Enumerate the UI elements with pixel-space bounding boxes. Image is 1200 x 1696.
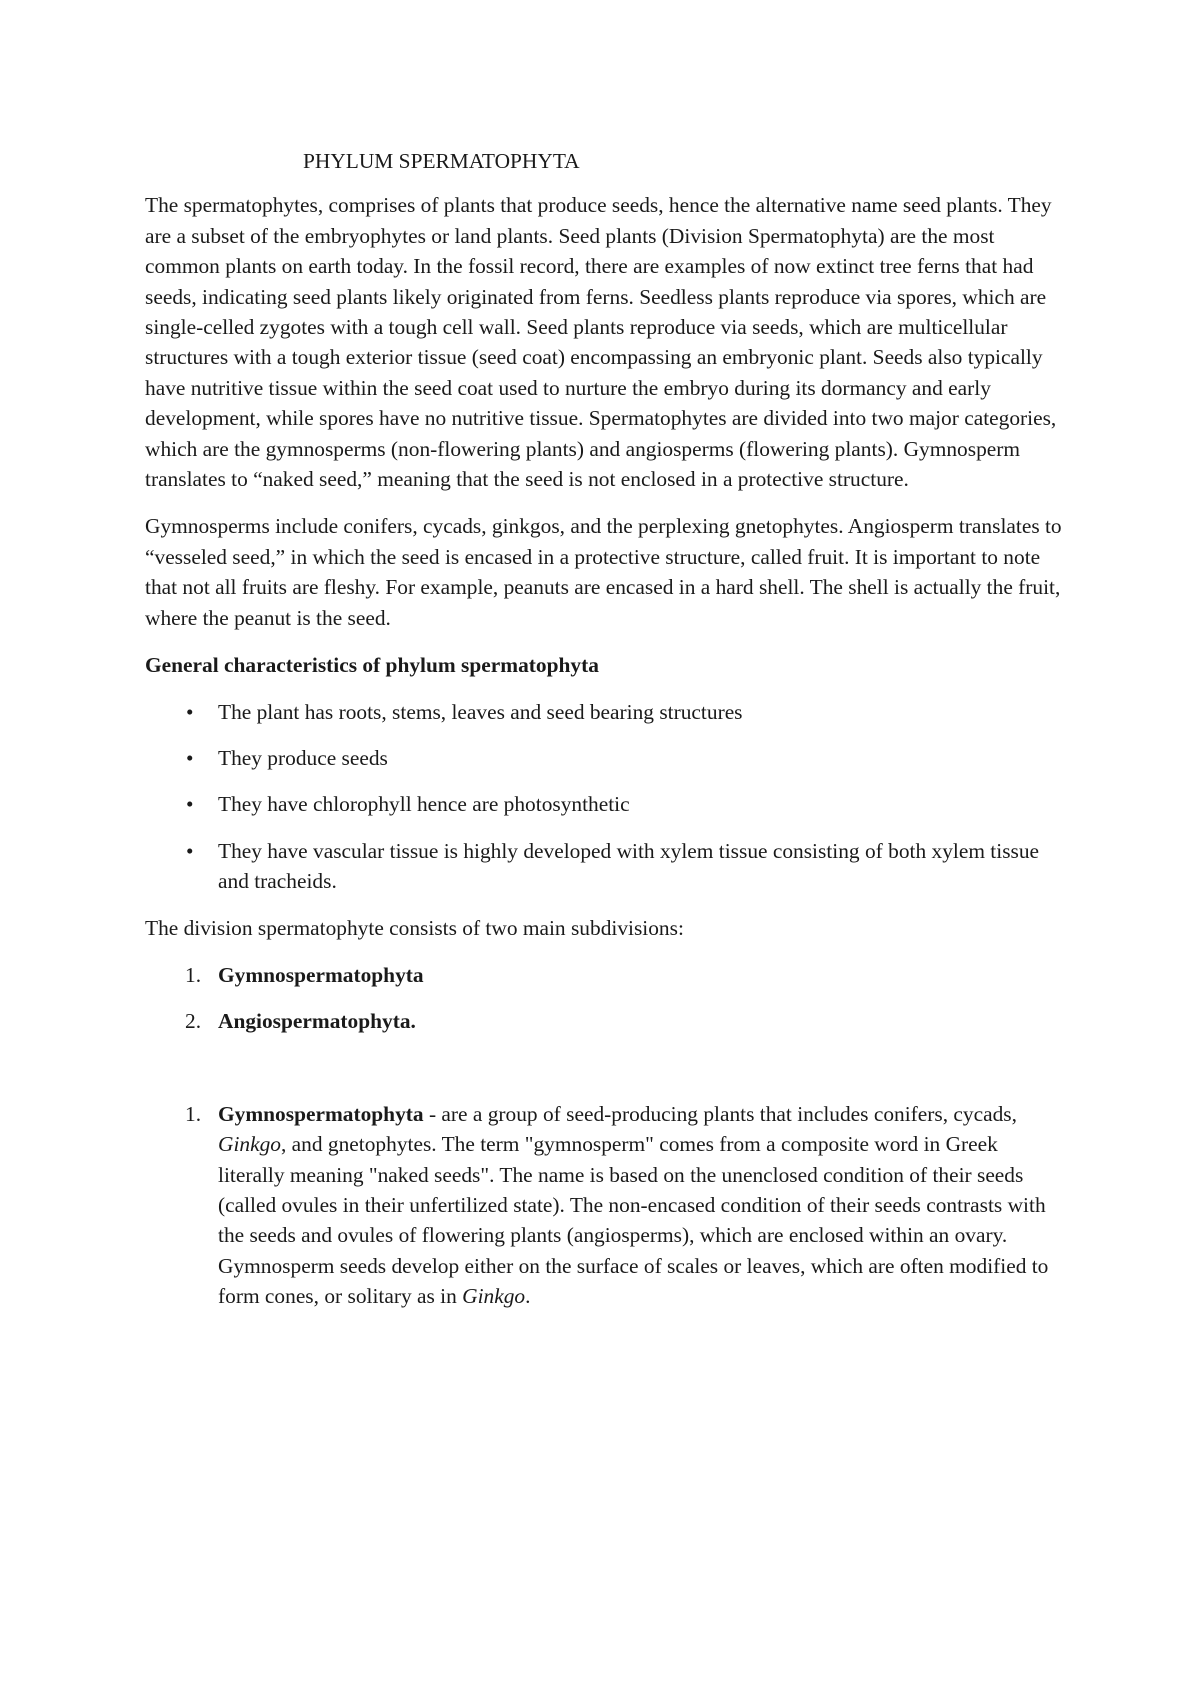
subdivision-name: Angiospermatophyta. <box>218 1009 416 1034</box>
description-text: . <box>525 1284 531 1309</box>
list-item <box>145 697 1065 727</box>
list-item <box>145 836 1065 897</box>
subdivisions-intro: The division spermatophyte consists of two main subdivisions: <box>145 915 684 940</box>
list-item-text: They produce seeds <box>218 745 388 770</box>
gymnospermatophyta-description <box>145 1099 1065 1312</box>
subdivision-item <box>145 1006 1065 1036</box>
list-number: 1. <box>185 1101 202 1126</box>
subdivision-item <box>145 960 1065 990</box>
characteristics-list <box>145 697 1065 897</box>
subdivision-name: Gymnospermatophyta <box>218 962 424 987</box>
description-text: , and gnetophytes. The term "gymnosperm" comes from a composite word in Greek literally meaning "naked seeds". The name is based on the unenclosed condition of their seeds (called ovules in their unfertilized state). The non-encased condition of their seeds contrasts with the seeds and ovules of flowering plants (angiosperms), which are enclosed within an ovary. Gymnosperm seeds develop either on the surface of scales or leaves, which are often modified to form cones, or solitary as in <box>218 1132 1049 1309</box>
intro-paragraph: The spermatophytes, comprises of plants that produce seeds, hence the alternative name seed plants. They are a subset of the embryophytes or land plants. Seed plants (Division Spermatophyta) are the most common plants on earth today. In the fossil record, there are examples of now extinct tree ferns that had seeds, indicating seed plants likely originated from ferns. Seedless plants reproduce via spores, which are single-celled zygotes with a tough cell wall. Seed plants reproduce via seeds, which are multicellular structures with a tough exterior tissue (seed coat) encompassing an embryonic plant. Seeds also typically have nutritive tissue within the seed coat used to nurture the embryo during its dormancy and early development, while spores have no nutritive tissue. Spermatophytes are divided into two major categories, which are the gymnosperms (non-flowering plants) and angiosperms (flowering plants). Gymnosperm translates to “naked seed,” meaning that the seed is not enclosed in a protective structure. <box>145 193 1057 492</box>
list-item <box>145 789 1065 819</box>
bullet-icon: • <box>186 745 194 770</box>
italic-term: Ginkgo <box>218 1132 281 1157</box>
document-title: PHYLUM SPERMATOPHYTA <box>303 149 580 173</box>
list-item-text: They have vascular tissue is highly developed with xylem tissue consisting of both xylem tissue and tracheids. <box>218 838 1040 894</box>
bullet-icon: • <box>186 699 194 724</box>
bullet-icon: • <box>186 792 194 817</box>
bullet-icon: • <box>186 838 194 863</box>
list-number: 1. <box>185 962 202 987</box>
list-item <box>145 743 1065 773</box>
list-item-text: They have chlorophyll hence are photosynthetic <box>218 792 630 817</box>
subdivisions-list <box>145 960 1065 1037</box>
list-number: 2. <box>185 1009 202 1034</box>
italic-term: Ginkgo <box>462 1284 526 1309</box>
document-page <box>145 146 1065 1312</box>
gymnosperm-angiosperm-paragraph: Gymnosperms include conifers, cycads, ginkgos, and the perplexing gnetophytes. Angiosperm translates to “vesseled seed,” in which the seed is encased in a protective structure, called fruit. It is important to note that not all fruits are fleshy. For example, peanuts are encased in a hard shell. The shell is actually the fruit, where the peanut is the seed. <box>145 514 1062 630</box>
characteristics-heading: General characteristics of phylum spermatophyta <box>145 653 599 678</box>
term: Gymnospermatophyta <box>218 1101 424 1126</box>
description-text: - are a group of seed-producing plants that includes conifers, cycads, <box>423 1101 1017 1126</box>
list-item-text: The plant has roots, stems, leaves and seed bearing structures <box>218 699 743 724</box>
